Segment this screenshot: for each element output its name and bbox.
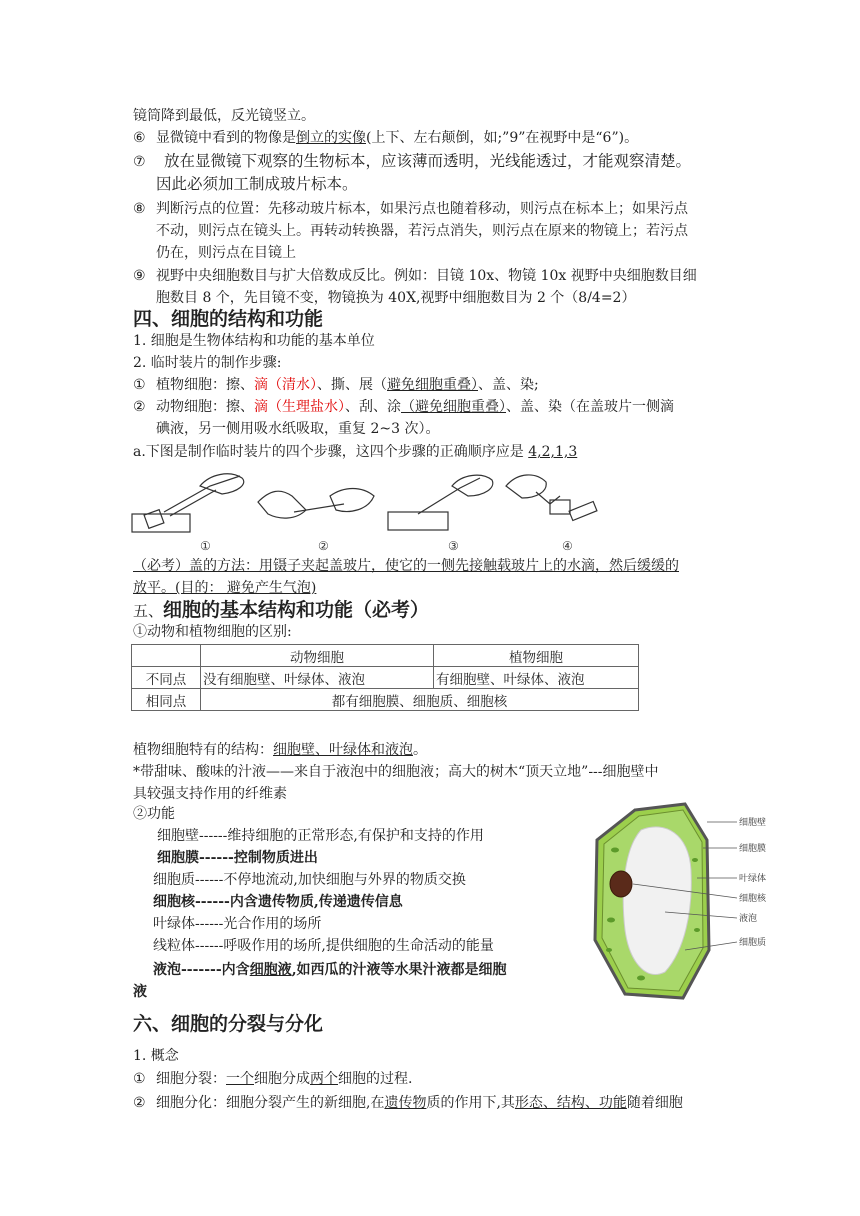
section-heading: 五、细胞的基本结构和功能（必考） [133, 599, 430, 621]
cover-glass [144, 510, 164, 529]
text-line: 胞数目 8 个，先目镜不变，物镜换为 40X,视野中细胞数目为 2 个（8/4=2） [156, 290, 636, 306]
text-line: （必考）盖的方法：用镊子夹起盖玻片，使它的一侧先接触载玻片上的水滴，然后缓缓的 [133, 558, 679, 574]
chloroplast [611, 848, 619, 853]
forceps [164, 476, 240, 516]
section-heading: 六、细胞的分裂与分化 [133, 1013, 324, 1035]
hand [330, 489, 374, 512]
section-heading: 四、细胞的结构和功能 [133, 308, 324, 330]
function-line: 液泡-------内含细胞液,如西瓜的汁液等水果汁液都是细胞 [153, 962, 507, 978]
item-num: ⑦ [133, 154, 146, 170]
slide-steps-illustration [130, 466, 600, 558]
table-row [132, 667, 639, 689]
item-num: ⑧ [133, 201, 146, 217]
diagram-label: 叶绿体 [739, 874, 767, 884]
step-label: ③ [448, 539, 459, 553]
table-cell [132, 645, 201, 667]
item-num: ⑨ [133, 268, 146, 284]
slide-rect [132, 514, 190, 532]
chloroplast [692, 858, 698, 862]
diagram-label: 液泡 [739, 914, 758, 924]
function-line: 细胞质------不停地流动,加快细胞与外界的物质交换 [153, 872, 466, 888]
text-line: a.下图是制作临时装片的四个步骤，这四个步骤的正确顺序应是 4,2,1,3 [133, 444, 578, 460]
plant-cell-diagram [585, 800, 785, 1006]
table-cell: 有细胞壁、叶绿体、液泡 [434, 667, 639, 689]
table-cell: 都有细胞膜、细胞质、细胞核 [201, 689, 639, 711]
text-line: 视野中央细胞数目与扩大倍数成反比。例如：目镜 10x、物镜 10x 视野中央细胞数目细 [156, 268, 697, 284]
text-line: 细胞分裂：一个细胞分成两个细胞的过程. [156, 1071, 413, 1087]
text-line: 判断污点的位置：先移动玻片标本，如果污点也随着移动，则污点在标本上；如果污点 [156, 201, 688, 217]
hand [506, 475, 546, 498]
item-num: ① [133, 377, 146, 393]
comparison-table [131, 644, 639, 711]
text-line: 不动，则污点在镜头上。再转动转换器，若污点消失，则污点在原来的物镜上；若污点 [156, 223, 688, 239]
table-cell: 没有细胞壁、叶绿体、液泡 [201, 667, 434, 689]
step-label: ① [200, 539, 211, 553]
item-num: ② [133, 399, 146, 415]
function-line: 细胞核------内含遗传物质,传递遗传信息 [153, 894, 403, 910]
text-line: 细胞分化：细胞分裂产生的新细胞,在遗传物质的作用下,其形态、结构、功能随着细胞 [156, 1095, 683, 1111]
text-line: ①动物和植物细胞的区别: [133, 624, 292, 640]
text-line: 动物细胞：擦、滴（生理盐水）、刮、涂（避免细胞重叠）、盖、染（在盖玻片一侧滴 [156, 399, 674, 415]
hand [258, 491, 306, 518]
step-label: ② [318, 539, 329, 553]
item-num: ① [133, 1071, 146, 1087]
text-line: 仍在，则污点在目镜上 [156, 245, 296, 261]
text-line: 植物细胞特有的结构：细胞壁、叶绿体和液泡。 [133, 742, 427, 758]
text-line: *带甜味、酸味的汁液——来自于液泡中的细胞液；高大的树木“顶天立地”---细胞壁中 [133, 764, 659, 780]
table-row [132, 645, 639, 667]
function-line: 液 [133, 984, 147, 1000]
diagram-label: 细胞质 [739, 938, 767, 948]
text-line: 因此必须加工制成玻片标本。 [156, 175, 358, 193]
diagram-label: 细胞膜 [739, 844, 767, 854]
hand [452, 475, 493, 496]
item-num: ② [133, 1095, 146, 1111]
slide-rect [388, 512, 448, 530]
function-line: 细胞膜------控制物质进出 [157, 850, 318, 866]
chloroplast [607, 918, 615, 923]
chloroplast [694, 928, 700, 932]
function-line: 叶绿体------光合作用的场所 [153, 916, 322, 932]
text-line: 植物细胞：擦、滴（清水）、撕、展（避免细胞重叠）、盖、染; [156, 377, 539, 393]
table-header: 动物细胞 [201, 645, 434, 667]
text-line: 放平。(目的： 避免产生气泡) [133, 580, 317, 596]
nucleus [610, 871, 632, 897]
slide-rect [569, 501, 597, 520]
text-line: 碘液，另一侧用吸水纸吸取，重复 2~3 次）。 [156, 421, 440, 437]
diagram-label: 细胞壁 [739, 818, 767, 828]
text-line: ②功能 [133, 806, 175, 822]
table-cell: 不同点 [132, 667, 201, 689]
chloroplast [637, 976, 645, 981]
chloroplast [606, 948, 612, 952]
text-line: 显微镜中看到的物像是倒立的实像(上下、左右颠倒，如;”9”在视野中是“6”)。 [156, 130, 639, 146]
function-line: 细胞壁------维持细胞的正常形态,有保护和支持的作用 [157, 828, 484, 844]
text-line: 2. 临时装片的制作步骤: [133, 355, 282, 371]
text-line: 放在显微镜下观察的生物标本，应该薄而透明，光线能透过，才能观察清楚。 [164, 152, 692, 170]
table-row [132, 689, 639, 711]
text-line: 具较强支持作用的纤维素 [133, 786, 287, 802]
table-cell: 相同点 [132, 689, 201, 711]
text-line: 1. 概念 [133, 1048, 179, 1064]
text-line: 1. 细胞是生物体结构和功能的基本单位 [133, 333, 375, 349]
table-header: 植物细胞 [434, 645, 639, 667]
function-line: 线粒体------呼吸作用的场所,提供细胞的生命活动的能量 [153, 938, 494, 954]
text-line: 镜筒降到最低，反光镜竖立。 [133, 108, 315, 124]
step-label: ④ [562, 539, 573, 553]
diagram-label: 细胞核 [739, 894, 767, 904]
item-num: ⑥ [133, 130, 146, 146]
